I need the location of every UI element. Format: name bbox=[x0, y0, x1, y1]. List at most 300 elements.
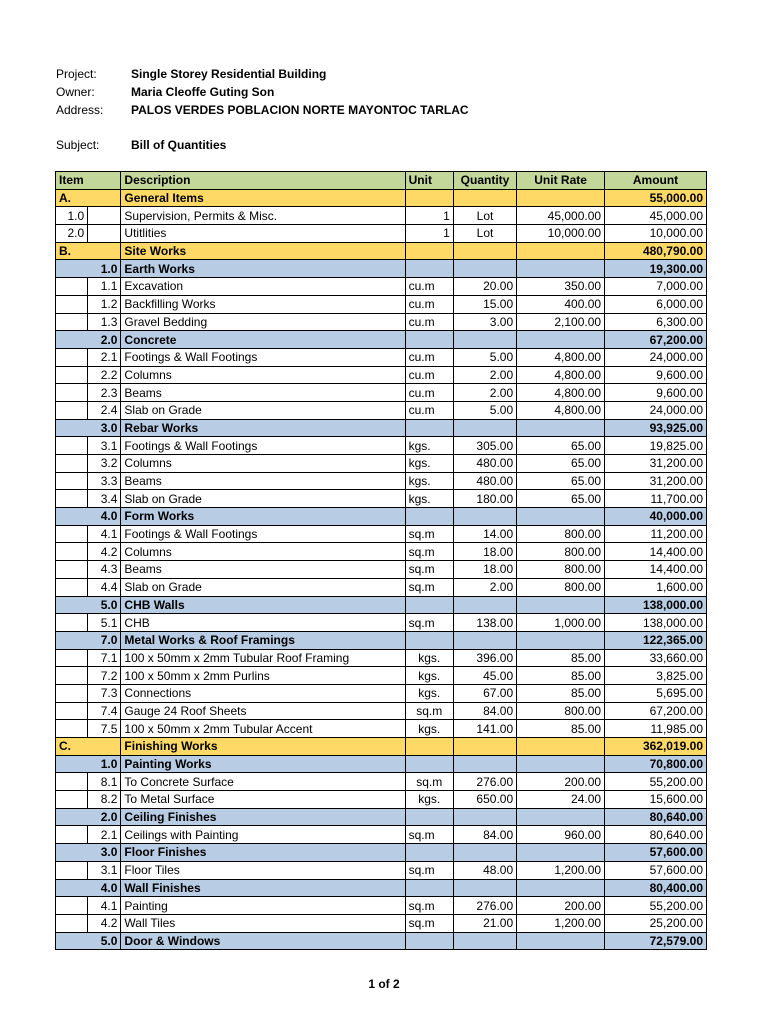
unit-cell bbox=[405, 932, 453, 950]
table-row bbox=[56, 614, 707, 632]
item-cell: 3.0 bbox=[56, 844, 121, 862]
group-row bbox=[56, 844, 707, 862]
amount-cell: 80,640.00 bbox=[605, 826, 707, 844]
subject-label: Subject: bbox=[56, 138, 100, 152]
column-header-item: Item bbox=[56, 172, 121, 190]
unit-cell bbox=[405, 331, 453, 349]
amount-cell: 10,000.00 bbox=[605, 225, 707, 243]
group-row bbox=[56, 932, 707, 950]
amount-cell: 19,825.00 bbox=[605, 437, 707, 455]
unit-cell bbox=[405, 738, 453, 756]
subitem-cell: 4.4 bbox=[88, 578, 121, 596]
item-cell bbox=[56, 348, 88, 366]
unit-rate-cell bbox=[517, 755, 605, 773]
unit-cell: cu.m bbox=[405, 366, 453, 384]
table-row bbox=[56, 455, 707, 473]
quantity-cell bbox=[453, 331, 516, 349]
item-cell: 2.0 bbox=[56, 225, 88, 243]
unit-cell bbox=[405, 844, 453, 862]
quantity-cell: 15.00 bbox=[453, 295, 516, 313]
quantity-cell: 480.00 bbox=[453, 455, 516, 473]
amount-cell: 31,200.00 bbox=[605, 472, 707, 490]
description-cell: Slab on Grade bbox=[121, 490, 405, 508]
table-row bbox=[56, 490, 707, 508]
quantity-cell: Lot bbox=[453, 207, 516, 225]
unit-rate-cell: 65.00 bbox=[517, 490, 605, 508]
amount-cell: 6,000.00 bbox=[605, 295, 707, 313]
unit-rate-cell: 4,800.00 bbox=[517, 348, 605, 366]
quantity-cell: 5.00 bbox=[453, 401, 516, 419]
owner-label: Owner: bbox=[56, 85, 95, 99]
item-cell bbox=[56, 720, 88, 738]
subitem-cell: 3.4 bbox=[88, 490, 121, 508]
unit-rate-cell: 800.00 bbox=[517, 561, 605, 579]
item-cell bbox=[56, 614, 88, 632]
unit-cell: kgs. bbox=[405, 649, 453, 667]
item-cell bbox=[56, 702, 88, 720]
table-row bbox=[56, 684, 707, 702]
amount-cell: 11,700.00 bbox=[605, 490, 707, 508]
description-cell: Beams bbox=[121, 472, 405, 490]
description-cell: Beams bbox=[121, 561, 405, 579]
item-cell bbox=[56, 561, 88, 579]
amount-cell: 5,695.00 bbox=[605, 684, 707, 702]
amount-cell: 55,200.00 bbox=[605, 897, 707, 915]
unit-cell: cu.m bbox=[405, 348, 453, 366]
unit-rate-cell bbox=[517, 508, 605, 526]
unit-rate-cell: 1,200.00 bbox=[517, 914, 605, 932]
amount-cell: 80,640.00 bbox=[605, 808, 707, 826]
description-cell: Floor Tiles bbox=[121, 861, 405, 879]
unit-rate-cell: 65.00 bbox=[517, 437, 605, 455]
amount-cell: 9,600.00 bbox=[605, 366, 707, 384]
group-row bbox=[56, 508, 707, 526]
description-cell: Columns bbox=[121, 455, 405, 473]
description-cell: 100 x 50mm x 2mm Purlins bbox=[121, 667, 405, 685]
item-cell bbox=[56, 313, 88, 331]
item-cell: 1.0 bbox=[56, 260, 121, 278]
address-line bbox=[56, 103, 469, 117]
quantity-cell: 20.00 bbox=[453, 278, 516, 296]
subitem-cell: 3.3 bbox=[88, 472, 121, 490]
unit-rate-cell: 800.00 bbox=[517, 702, 605, 720]
description-cell: Concrete bbox=[121, 331, 405, 349]
quantity-cell: 3.00 bbox=[453, 313, 516, 331]
page-number: 1 of 2 bbox=[368, 977, 400, 991]
item-cell: 5.0 bbox=[56, 932, 121, 950]
item-cell bbox=[56, 667, 88, 685]
unit-cell bbox=[405, 508, 453, 526]
description-cell: Ceiling Finishes bbox=[121, 808, 405, 826]
amount-cell: 45,000.00 bbox=[605, 207, 707, 225]
description-cell: General Items bbox=[121, 189, 405, 207]
subitem-cell: 5.1 bbox=[88, 614, 121, 632]
unit-rate-cell: 85.00 bbox=[517, 667, 605, 685]
unit-rate-cell bbox=[517, 331, 605, 349]
unit-cell: kgs. bbox=[405, 667, 453, 685]
unit-cell bbox=[405, 596, 453, 614]
unit-rate-cell: 85.00 bbox=[517, 720, 605, 738]
amount-cell: 14,400.00 bbox=[605, 561, 707, 579]
subitem-cell: 2.1 bbox=[88, 826, 121, 844]
item-cell bbox=[56, 437, 88, 455]
quantity-cell: 396.00 bbox=[453, 649, 516, 667]
unit-rate-cell bbox=[517, 596, 605, 614]
table-row bbox=[56, 702, 707, 720]
description-cell: To Concrete Surface bbox=[121, 773, 405, 791]
quantity-cell: 276.00 bbox=[453, 897, 516, 915]
item-cell: 1.0 bbox=[56, 755, 121, 773]
unit-cell: sq.m bbox=[405, 543, 453, 561]
item-cell bbox=[56, 684, 88, 702]
subitem-cell bbox=[88, 225, 121, 243]
item-cell bbox=[56, 578, 88, 596]
unit-cell: sq.m bbox=[405, 525, 453, 543]
subitem-cell: 2.2 bbox=[88, 366, 121, 384]
quantity-cell: 2.00 bbox=[453, 366, 516, 384]
table-row bbox=[56, 826, 707, 844]
quantity-cell: 180.00 bbox=[453, 490, 516, 508]
unit-cell: kgs. bbox=[405, 720, 453, 738]
description-cell: Gauge 24 Roof Sheets bbox=[121, 702, 405, 720]
item-cell bbox=[56, 791, 88, 809]
subitem-cell: 8.1 bbox=[88, 773, 121, 791]
description-cell: Floor Finishes bbox=[121, 844, 405, 862]
unit-rate-cell: 350.00 bbox=[517, 278, 605, 296]
unit-cell: sq.m bbox=[405, 614, 453, 632]
table-row bbox=[56, 914, 707, 932]
project-label: Project: bbox=[56, 67, 97, 81]
table-body bbox=[56, 189, 707, 950]
quantity-cell: 138.00 bbox=[453, 614, 516, 632]
column-header-unit: Unit bbox=[405, 172, 453, 190]
unit-rate-cell: 4,800.00 bbox=[517, 384, 605, 402]
unit-rate-cell: 65.00 bbox=[517, 455, 605, 473]
subitem-cell: 1.1 bbox=[88, 278, 121, 296]
quantity-cell: 2.00 bbox=[453, 384, 516, 402]
group-row bbox=[56, 260, 707, 278]
description-cell: Footings & Wall Footings bbox=[121, 525, 405, 543]
quantity-cell: 18.00 bbox=[453, 561, 516, 579]
description-cell: Beams bbox=[121, 384, 405, 402]
amount-cell: 1,600.00 bbox=[605, 578, 707, 596]
item-cell: 7.0 bbox=[56, 631, 121, 649]
amount-cell: 11,985.00 bbox=[605, 720, 707, 738]
item-cell bbox=[56, 295, 88, 313]
amount-cell: 57,600.00 bbox=[605, 861, 707, 879]
quantity-cell: Lot bbox=[453, 225, 516, 243]
quantity-cell: 276.00 bbox=[453, 773, 516, 791]
amount-cell: 25,200.00 bbox=[605, 914, 707, 932]
group-row bbox=[56, 755, 707, 773]
subitem-cell: 4.1 bbox=[88, 525, 121, 543]
unit-cell: sq.m bbox=[405, 914, 453, 932]
subitem-cell: 3.2 bbox=[88, 455, 121, 473]
unit-rate-cell: 800.00 bbox=[517, 578, 605, 596]
subitem-cell: 3.1 bbox=[88, 437, 121, 455]
amount-cell: 31,200.00 bbox=[605, 455, 707, 473]
description-cell: Rebar Works bbox=[121, 419, 405, 437]
unit-rate-cell bbox=[517, 260, 605, 278]
table-row bbox=[56, 791, 707, 809]
table-row bbox=[56, 437, 707, 455]
amount-cell: 67,200.00 bbox=[605, 702, 707, 720]
table-row bbox=[56, 525, 707, 543]
item-cell: C. bbox=[56, 738, 121, 756]
unit-rate-cell: 960.00 bbox=[517, 826, 605, 844]
quantity-cell: 5.00 bbox=[453, 348, 516, 366]
amount-cell: 55,200.00 bbox=[605, 773, 707, 791]
subitem-cell: 7.4 bbox=[88, 702, 121, 720]
description-cell: Footings & Wall Footings bbox=[121, 437, 405, 455]
amount-cell: 55,000.00 bbox=[605, 189, 707, 207]
amount-cell: 11,200.00 bbox=[605, 525, 707, 543]
item-cell bbox=[56, 366, 88, 384]
subitem-cell: 2.4 bbox=[88, 401, 121, 419]
item-cell bbox=[56, 472, 88, 490]
amount-cell: 33,660.00 bbox=[605, 649, 707, 667]
item-cell bbox=[56, 649, 88, 667]
unit-rate-cell: 4,800.00 bbox=[517, 401, 605, 419]
description-cell: 100 x 50mm x 2mm Tubular Roof Framing bbox=[121, 649, 405, 667]
unit-rate-cell bbox=[517, 844, 605, 862]
table-row bbox=[56, 773, 707, 791]
unit-cell: kgs. bbox=[405, 684, 453, 702]
unit-cell: sq.m bbox=[405, 561, 453, 579]
subitem-cell: 1.2 bbox=[88, 295, 121, 313]
unit-cell: cu.m bbox=[405, 313, 453, 331]
amount-cell: 40,000.00 bbox=[605, 508, 707, 526]
description-cell: Supervision, Permits & Misc. bbox=[121, 207, 405, 225]
unit-rate-cell bbox=[517, 242, 605, 260]
table-row bbox=[56, 313, 707, 331]
table-row bbox=[56, 649, 707, 667]
owner-line bbox=[56, 85, 274, 99]
table-row bbox=[56, 578, 707, 596]
group-row bbox=[56, 331, 707, 349]
table-row bbox=[56, 897, 707, 915]
unit-cell: kgs. bbox=[405, 791, 453, 809]
address-label: Address: bbox=[56, 103, 104, 117]
unit-cell: sq.m bbox=[405, 861, 453, 879]
unit-cell: kgs. bbox=[405, 490, 453, 508]
subitem-cell: 4.1 bbox=[88, 897, 121, 915]
item-cell: A. bbox=[56, 189, 121, 207]
unit-rate-cell bbox=[517, 879, 605, 897]
unit-rate-cell: 400.00 bbox=[517, 295, 605, 313]
column-header-amount: Amount bbox=[605, 172, 707, 190]
amount-cell: 24,000.00 bbox=[605, 401, 707, 419]
address-value: PALOS VERDES POBLACION NORTE MAYONTOC TARLAC bbox=[131, 103, 469, 117]
group-row bbox=[56, 596, 707, 614]
amount-cell: 138,000.00 bbox=[605, 596, 707, 614]
subitem-cell: 7.2 bbox=[88, 667, 121, 685]
unit-cell: sq.m bbox=[405, 826, 453, 844]
amount-cell: 24,000.00 bbox=[605, 348, 707, 366]
description-cell: Form Works bbox=[121, 508, 405, 526]
group-row bbox=[56, 879, 707, 897]
unit-rate-cell bbox=[517, 419, 605, 437]
unit-cell bbox=[405, 189, 453, 207]
table-row bbox=[56, 401, 707, 419]
description-cell: Columns bbox=[121, 543, 405, 561]
item-cell: B. bbox=[56, 242, 121, 260]
group-row bbox=[56, 419, 707, 437]
item-cell bbox=[56, 384, 88, 402]
subitem-cell bbox=[88, 207, 121, 225]
item-cell bbox=[56, 525, 88, 543]
description-cell: Columns bbox=[121, 366, 405, 384]
description-cell: Finishing Works bbox=[121, 738, 405, 756]
unit-cell: cu.m bbox=[405, 384, 453, 402]
description-cell: To Metal Surface bbox=[121, 791, 405, 809]
group-row bbox=[56, 808, 707, 826]
subject-value: Bill of Quantities bbox=[131, 138, 227, 152]
quantity-cell: 14.00 bbox=[453, 525, 516, 543]
item-cell bbox=[56, 897, 88, 915]
quantity-cell: 2.00 bbox=[453, 578, 516, 596]
unit-cell: cu.m bbox=[405, 295, 453, 313]
table-row bbox=[56, 720, 707, 738]
table-row bbox=[56, 366, 707, 384]
description-cell: Metal Works & Roof Framings bbox=[121, 631, 405, 649]
unit-rate-cell: 800.00 bbox=[517, 525, 605, 543]
item-cell bbox=[56, 914, 88, 932]
description-cell: Earth Works bbox=[121, 260, 405, 278]
table-row bbox=[56, 861, 707, 879]
unit-rate-cell bbox=[517, 189, 605, 207]
description-cell: Door & Windows bbox=[121, 932, 405, 950]
subitem-cell: 3.1 bbox=[88, 861, 121, 879]
quantity-cell bbox=[453, 808, 516, 826]
amount-cell: 6,300.00 bbox=[605, 313, 707, 331]
quantity-cell: 650.00 bbox=[453, 791, 516, 809]
item-cell: 2.0 bbox=[56, 808, 121, 826]
amount-cell: 15,600.00 bbox=[605, 791, 707, 809]
amount-cell: 138,000.00 bbox=[605, 614, 707, 632]
unit-cell bbox=[405, 808, 453, 826]
table-header-row bbox=[56, 172, 707, 190]
item-cell bbox=[56, 455, 88, 473]
owner-value: Maria Cleoffe Guting Son bbox=[131, 85, 275, 99]
column-header-quantity: Quantity bbox=[453, 172, 516, 190]
description-cell: Site Works bbox=[121, 242, 405, 260]
amount-cell: 80,400.00 bbox=[605, 879, 707, 897]
unit-rate-cell bbox=[517, 808, 605, 826]
unit-cell: sq.m bbox=[405, 578, 453, 596]
unit-cell: kgs. bbox=[405, 437, 453, 455]
description-cell: Slab on Grade bbox=[121, 578, 405, 596]
unit-cell: cu.m bbox=[405, 278, 453, 296]
section-row bbox=[56, 242, 707, 260]
unit-rate-cell: 10,000.00 bbox=[517, 225, 605, 243]
unit-cell: kgs. bbox=[405, 472, 453, 490]
item-cell bbox=[56, 543, 88, 561]
quantity-cell bbox=[453, 596, 516, 614]
amount-cell: 7,000.00 bbox=[605, 278, 707, 296]
unit-rate-cell: 45,000.00 bbox=[517, 207, 605, 225]
quantity-cell bbox=[453, 508, 516, 526]
subitem-cell: 8.2 bbox=[88, 791, 121, 809]
column-header-description: Description bbox=[121, 172, 405, 190]
unit-cell: sq.m bbox=[405, 897, 453, 915]
table-row bbox=[56, 278, 707, 296]
unit-cell: 1 bbox=[405, 225, 453, 243]
group-row bbox=[56, 631, 707, 649]
unit-cell: 1 bbox=[405, 207, 453, 225]
quantity-cell bbox=[453, 260, 516, 278]
unit-rate-cell: 65.00 bbox=[517, 472, 605, 490]
column-header-unit-rate: Unit Rate bbox=[517, 172, 605, 190]
subject-line bbox=[56, 138, 226, 152]
item-cell: 2.0 bbox=[56, 331, 121, 349]
quantity-cell: 305.00 bbox=[453, 437, 516, 455]
quantity-cell: 21.00 bbox=[453, 914, 516, 932]
subitem-cell: 7.1 bbox=[88, 649, 121, 667]
amount-cell: 9,600.00 bbox=[605, 384, 707, 402]
quantity-cell: 67.00 bbox=[453, 684, 516, 702]
unit-rate-cell: 1,000.00 bbox=[517, 614, 605, 632]
subitem-cell: 4.2 bbox=[88, 914, 121, 932]
project-line bbox=[56, 67, 326, 81]
quantity-cell bbox=[453, 932, 516, 950]
unit-rate-cell: 1,200.00 bbox=[517, 861, 605, 879]
quantity-cell: 18.00 bbox=[453, 543, 516, 561]
amount-cell: 3,825.00 bbox=[605, 667, 707, 685]
description-cell: Wall Tiles bbox=[121, 914, 405, 932]
description-cell: 100 x 50mm x 2mm Tubular Accent bbox=[121, 720, 405, 738]
unit-rate-cell bbox=[517, 932, 605, 950]
quantity-cell bbox=[453, 242, 516, 260]
description-cell: Excavation bbox=[121, 278, 405, 296]
table-row bbox=[56, 348, 707, 366]
subitem-cell: 7.5 bbox=[88, 720, 121, 738]
unit-rate-cell: 85.00 bbox=[517, 684, 605, 702]
amount-cell: 57,600.00 bbox=[605, 844, 707, 862]
quantity-cell: 84.00 bbox=[453, 826, 516, 844]
item-cell: 3.0 bbox=[56, 419, 121, 437]
description-cell: CHB Walls bbox=[121, 596, 405, 614]
item-cell bbox=[56, 826, 88, 844]
quantity-cell bbox=[453, 419, 516, 437]
unit-rate-cell: 4,800.00 bbox=[517, 366, 605, 384]
item-cell: 4.0 bbox=[56, 879, 121, 897]
subitem-cell: 4.2 bbox=[88, 543, 121, 561]
quantity-cell bbox=[453, 738, 516, 756]
description-cell: Ceilings with Painting bbox=[121, 826, 405, 844]
table-row bbox=[56, 225, 707, 243]
unit-cell bbox=[405, 755, 453, 773]
table-row bbox=[56, 472, 707, 490]
table-row bbox=[56, 667, 707, 685]
amount-cell: 122,365.00 bbox=[605, 631, 707, 649]
unit-cell: sq.m bbox=[405, 702, 453, 720]
item-cell bbox=[56, 490, 88, 508]
unit-cell bbox=[405, 419, 453, 437]
table-row bbox=[56, 384, 707, 402]
quantity-cell: 45.00 bbox=[453, 667, 516, 685]
subitem-cell: 2.1 bbox=[88, 348, 121, 366]
amount-cell: 70,800.00 bbox=[605, 755, 707, 773]
unit-rate-cell bbox=[517, 738, 605, 756]
quantity-cell bbox=[453, 844, 516, 862]
unit-rate-cell: 800.00 bbox=[517, 543, 605, 561]
description-cell: Backfilling Works bbox=[121, 295, 405, 313]
bill-of-quantities-table bbox=[55, 171, 707, 950]
description-cell: Connections bbox=[121, 684, 405, 702]
unit-rate-cell bbox=[517, 631, 605, 649]
unit-cell bbox=[405, 631, 453, 649]
